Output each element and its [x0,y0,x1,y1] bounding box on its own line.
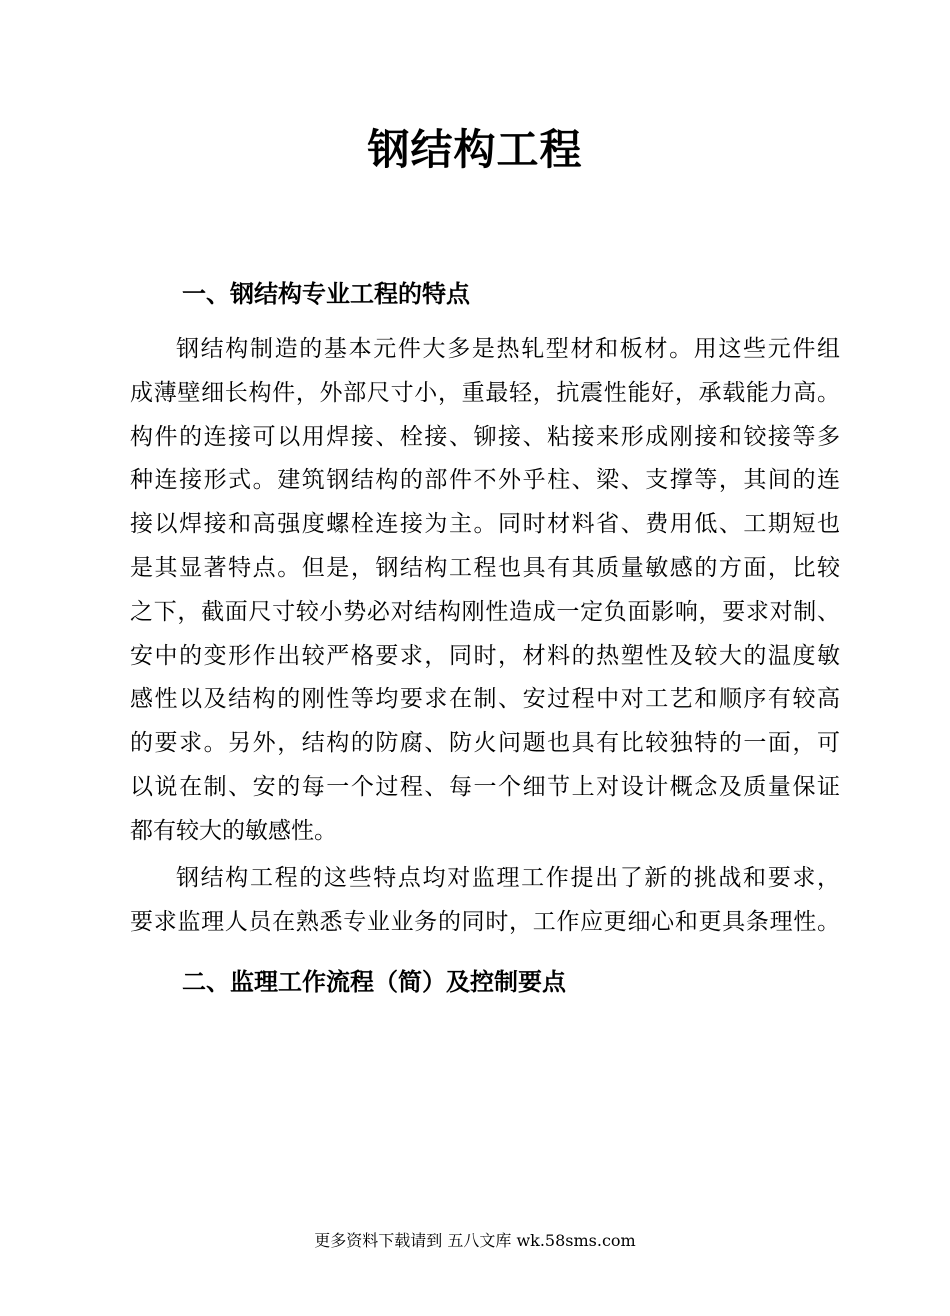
text-line: 要求监理人员在熟悉专业业务的同时，工作应更细心和更具条理性。 [130,908,840,935]
page-footer: 更多资料下载请到 五八文库 wk.58sms.com [314,1231,636,1250]
section-heading-1: 一、钢结构专业工程的特点 [182,279,470,308]
text-line: 构件的连接可以用焊接、栓接、铆接、粘接来形成刚接和铰接等多 [130,423,840,450]
text-line: 安中的变形作出较严格要求，同时，材料的热塑性及较大的温度敏 [130,642,840,669]
text-line: 的要求。另外，结构的防腐、防火问题也具有比较独特的一面，可 [130,730,840,757]
text-line: 是其显著特点。但是，钢结构工程也具有其质量敏感的方面，比较 [130,554,840,581]
section-heading-2: 二、监理工作流程（简）及控制要点 [182,967,566,996]
text-line: 成薄壁细长构件，外部尺寸小，重最轻，抗震性能好，承载能力高。 [130,379,840,406]
document-title: 钢结构工程 [367,125,583,174]
text-line: 种连接形式。建筑钢结构的部件不外乎柱、梁、支撑等，其间的连 [130,467,840,494]
text-line: 之下，截面尺寸较小势必对结构刚性造成一定负面影响，要求对制、 [130,598,840,625]
text-line: 钢结构工程的这些特点均对监理工作提出了新的挑战和要求， [176,865,840,891]
paragraph-supervision-challenges [130,857,840,945]
text-line: 以说在制、安的每一个过程、每一个细节上对设计概念及质量保证 [130,773,840,800]
text-line: 接以焊接和高强度螺栓连接为主。同时材料省、费用低、工期短也 [130,511,840,538]
text-line: 感性以及结构的刚性等均要求在制、安过程中对工艺和顺序有较高 [130,686,840,713]
paragraph-characteristics [130,328,840,854]
text-line: 钢结构制造的基本元件大多是热轧型材和板材。用这些元件组 [176,336,840,362]
text-line: 都有较大的敏感性。 [130,817,337,844]
